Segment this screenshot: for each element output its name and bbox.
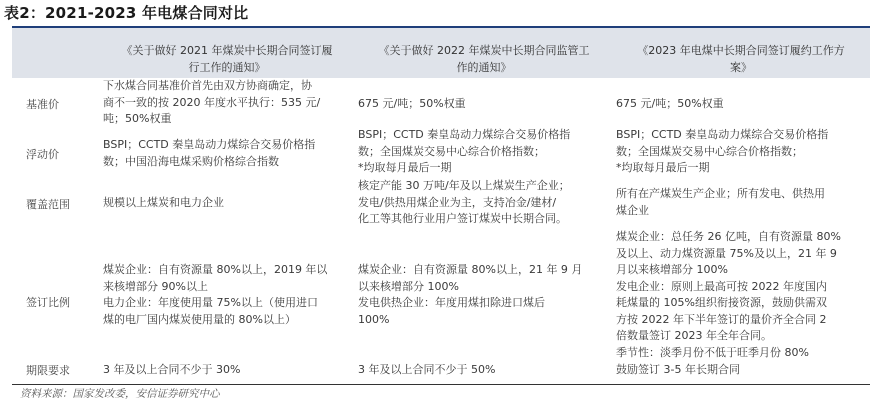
cell-term-2023: 鼓励签订 3-5 年长期合同 — [616, 363, 740, 376]
cell-term-2022: 3 年及以上合同不少于 50% — [358, 363, 496, 376]
cell-term-2021: 3 年及以上合同不少于 30% — [103, 363, 241, 376]
cell-coverage-2022: 核定产能 30 万吨/年及以上煤炭生产企业； 发电/供热用煤企业为主，支持冶金/建材/ 化工等其他行业用户签订煤炭中长期合同。 — [358, 179, 570, 225]
column-header-2021: 《关于做好 2021 年煤炭中长期合同签订履 行工作的通知》 — [121, 44, 333, 74]
cell-base-price-2021: 下水煤合同基准价首先由双方协商确定，协 商不一致的按 2020 年度水平执行：535 元/ 吨；50%权重 — [103, 79, 321, 125]
cell-coverage-2021: 规模以上煤炭和电力企业 — [103, 196, 224, 209]
cell-floating-price-2021: BSPI；CCTD 秦皇岛动力煤综合交易价格指 数；中国沿海电煤采购价格综合指数 — [103, 138, 316, 168]
table-title: 表2：2021-2023 年电煤合同对比 — [4, 4, 249, 22]
row-label-term: 期限要求 — [26, 364, 70, 377]
cell-floating-price-2022: BSPI；CCTD 秦皇岛动力煤综合交易价格指 数；全国煤炭交易中心综合价格指数； *均取每月最后一期 — [358, 128, 571, 174]
column-header-2022: 《关于做好 2022 年煤炭中长期合同监管工 作的通知》 — [378, 44, 590, 74]
row-label-signing-ratio: 签订比例 — [26, 296, 70, 309]
row-label-coverage: 覆盖范围 — [26, 198, 70, 211]
source-note: 资料来源：国家发改委，安信证券研究中心 — [20, 388, 220, 400]
cell-base-price-2022: 675 元/吨；50%权重 — [358, 97, 466, 110]
column-header-2023: 《2023 年电煤中长期合同签订履约工作方 案》 — [637, 44, 845, 74]
row-label-base-price: 基准价 — [26, 98, 59, 111]
cell-coverage-2023: 所有在产煤炭生产企业；所有发电、供热用 煤企业 — [616, 187, 825, 217]
bottom-rule — [12, 384, 870, 385]
cell-signing-ratio-2023: 煤炭企业：总任务 26 亿吨，自有资源量 80% 及以上、动力煤资源量 75%及以上，21 年 9 月以来核增部分 100% 发电企业：原则上最高可按 2022 年度国内 耗煤量的 105%组织衔接资源，鼓励供需双 方按 2022 年下半年签订的量价齐全合同 2 倍数量签订 2023 年全年合同。 季节性：淡季月份不低于旺季月份 80% — [616, 230, 841, 359]
cell-signing-ratio-2022: 煤炭企业：自有资源量 80%以上，21 年 9 月 以来核增部分 100% 发电供热企业：年度用煤扣除进口煤后 100% — [358, 263, 583, 326]
row-label-floating-price: 浮动价 — [26, 148, 59, 161]
cell-signing-ratio-2021: 煤炭企业：自有资源量 80%以上，2019 年以 来核增部分 90%以上 电力企业：年度使用量 75%以上（使用进口 煤的电厂国内煤炭使用量的 80%以上） — [103, 263, 328, 326]
cell-base-price-2023: 675 元/吨；50%权重 — [616, 97, 724, 110]
cell-floating-price-2023: BSPI；CCTD 秦皇岛动力煤综合交易价格指 数；全国煤炭交易中心综合价格指数； *均取每月最后一期 — [616, 128, 829, 174]
